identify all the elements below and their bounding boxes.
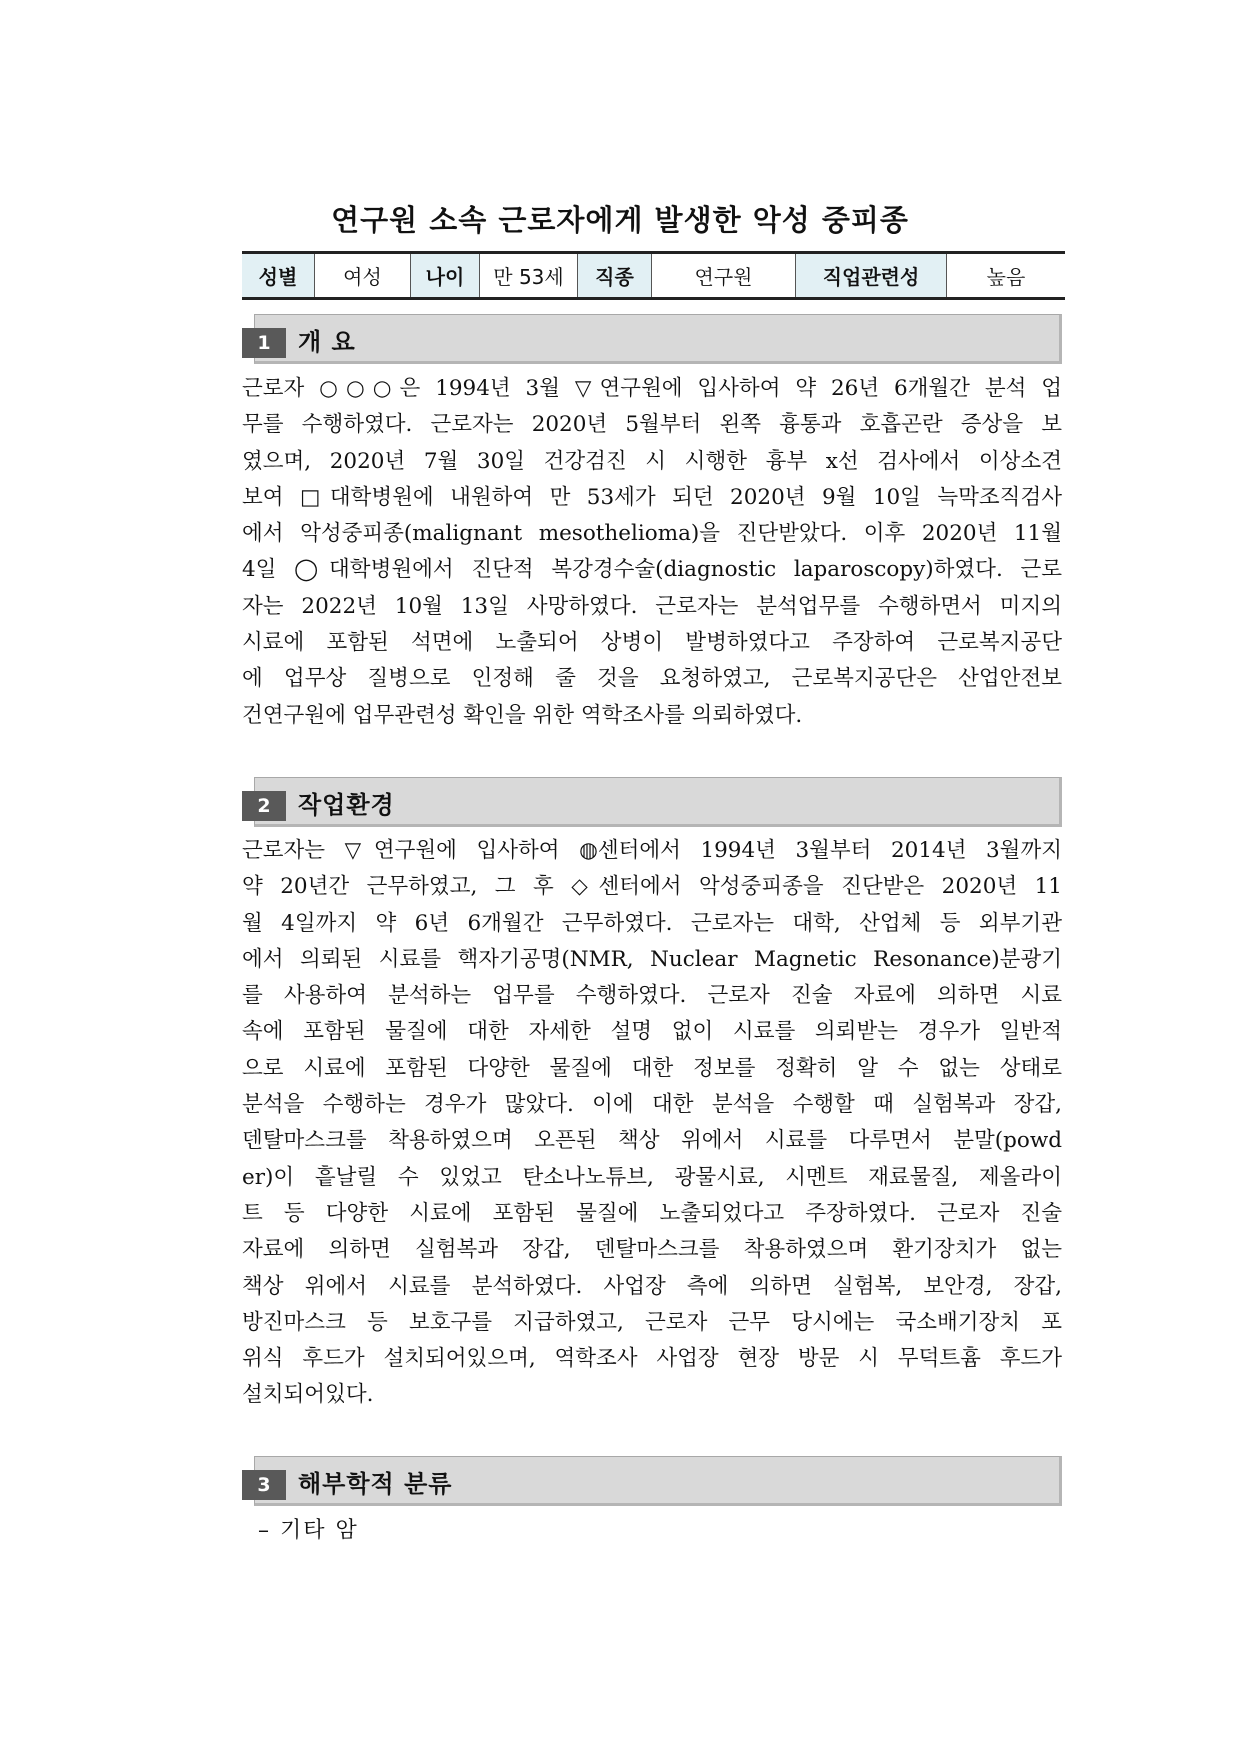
section-number: 3: [242, 1470, 286, 1500]
text-line: 보여 □대학병원에 내원하여 만 53세가 되던 2020년 9월 10일 늑막조직검사: [242, 484, 1062, 510]
job-value: 연구원: [652, 253, 796, 299]
classification-item: – 기타 암: [258, 1518, 359, 1543]
text-line: 시료에 포함된 석면에 노출되어 상병이 발병하였다고 주장하여 근로복지공단: [242, 630, 1062, 656]
work-environment-paragraph: [242, 833, 1062, 1414]
text-line: 책상 위에서 시료를 분석하였다. 사업장 측에 의하면 실험복, 보안경, 장갑,: [242, 1273, 1062, 1299]
text-line: 속에 포함된 물질에 대한 자세한 설명 없이 시료를 의뢰받는 경우가 일반적: [242, 1019, 1062, 1045]
document-title: 연구원 소속 근로자에게 발생한 악성 중피종: [331, 203, 909, 237]
text-line: 약 20년간 근무하였고, 그 후 ◇센터에서 악성중피종을 진단받은 2020년 11: [242, 874, 1062, 900]
text-line: 근로자 ○○○은 1994년 3월 ▽연구원에 입사하여 약 26년 6개월간 분석 업: [242, 376, 1062, 401]
overview-paragraph: [242, 371, 1062, 734]
section-number: 2: [242, 791, 286, 821]
text-line: 에서 의뢰된 시료를 핵자기공명(NMR, Nuclear Magnetic Resonance)분광기: [242, 946, 1062, 972]
text-line: 에서 악성중피종(malignant mesothelioma)을 진단받았다. 이후 2020년 11월: [242, 521, 1062, 547]
text-line: 자료에 의하면 실험복과 장갑, 덴탈마스크를 착용하였으며 환기장치가 없는: [242, 1237, 1062, 1263]
text-line: 분석을 수행하는 경우가 많았다. 이에 대한 분석을 수행할 때 실험복과 장갑,: [242, 1092, 1062, 1118]
age-label: 나이: [411, 253, 480, 299]
text-line: 무를 수행하였다. 근로자는 2020년 5월부터 왼쪽 흉통과 호흡곤란 증상을 보: [242, 412, 1062, 438]
relevance-label: 직업관련성: [796, 253, 947, 299]
job-label: 직종: [578, 253, 652, 299]
age-value: 만 53세: [480, 253, 578, 299]
text-line: 위식 후드가 설치되어있으며, 역학조사 사업장 현장 방문 시 무덕트흄 후드가: [242, 1346, 1062, 1372]
text-line: 트 등 다양한 시료에 포함된 물질에 노출되었다고 주장하였다. 근로자 진술: [242, 1200, 1062, 1226]
text-line: 방진마스크 등 보호구를 지급하였고, 근로자 근무 당시에는 국소배기장치 포: [242, 1309, 1062, 1335]
section-header-work-environment: [242, 777, 1062, 827]
section-title: 작업환경: [298, 791, 395, 819]
text-line: 근로자는 ▽연구원에 입사하여 ◍센터에서 1994년 3월부터 2014년 3월까지: [242, 838, 1062, 863]
gender-label: 성별: [242, 253, 315, 299]
text-line: 월 4일까지 약 6년 6개월간 근무하였다. 근로자는 대학, 산업체 등 외부기관: [242, 910, 1062, 936]
section-header-anatomical-classification: [242, 1456, 1062, 1506]
text-line: er)이 흩날릴 수 있었고 탄소나노튜브, 광물시료, 시멘트 재료물질, 제올라이: [242, 1164, 1062, 1190]
text-line: 에 업무상 질병으로 인정해 줄 것을 요청하였고, 근로복지공단은 산업안전보: [242, 666, 1062, 692]
text-line: 자는 2022년 10월 13일 사망하였다. 근로자는 분석업무를 수행하면서 미지의: [242, 593, 1062, 619]
section-title: 해부학적 분류: [298, 1470, 453, 1498]
section-title: 개 요: [298, 328, 356, 356]
section-number: 1: [242, 328, 286, 358]
text-line: 4일 ◯대학병원에서 진단적 복강경수술(diagnostic laparoscopy)하였다. 근로: [242, 557, 1062, 583]
text-line: 설치되어있다.: [242, 1382, 374, 1408]
text-line: 덴탈마스크를 착용하였으며 오픈된 책상 위에서 시료를 다루면서 분말(powd: [242, 1128, 1062, 1154]
gender-value: 여성: [315, 253, 411, 299]
case-info-table: [242, 251, 1065, 300]
section-header-overview: [242, 314, 1062, 364]
text-line: 으로 시료에 포함된 다양한 물질에 대한 정보를 정확히 알 수 없는 상태로: [242, 1055, 1062, 1081]
text-line: 였으며, 2020년 7월 30일 건강검진 시 시행한 흉부 x선 검사에서 이상소견: [242, 448, 1062, 474]
text-line: 건연구원에 업무관련성 확인을 위한 역학조사를 의뢰하였다.: [242, 702, 803, 728]
relevance-value: 높음: [947, 253, 1066, 299]
text-line: 를 사용하여 분석하는 업무를 수행하였다. 근로자 진술 자료에 의하면 시료: [242, 983, 1062, 1009]
